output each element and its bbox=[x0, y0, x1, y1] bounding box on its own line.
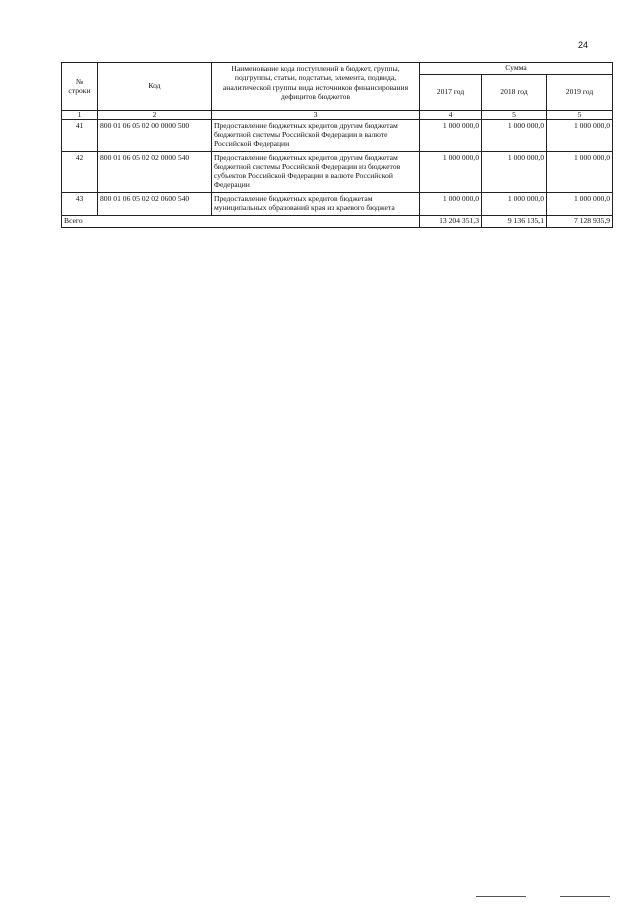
column-index: 4 bbox=[420, 111, 482, 120]
row-value-2018: 1 000 000,0 bbox=[482, 152, 547, 193]
row-code: 800 01 06 05 02 02 0000 540 bbox=[98, 152, 212, 193]
page-number: 24 bbox=[578, 40, 589, 50]
total-row bbox=[62, 215, 613, 227]
footer-rule bbox=[560, 896, 610, 897]
total-value-2017: 13 204 351,3 bbox=[420, 215, 482, 227]
row-number: 42 bbox=[62, 152, 98, 193]
header-row-number: № строки bbox=[62, 63, 98, 111]
total-label: Всего bbox=[62, 215, 420, 227]
row-name: Предоставление бюджетных кредитов другим бюджетам бюджетной системы Российской Федерации из бюджетов субъектов Российской Федерации в валюте Российской Федерации bbox=[212, 152, 420, 193]
row-value-2018: 1 000 000,0 bbox=[482, 120, 547, 152]
column-index: 2 bbox=[98, 111, 212, 120]
row-value-2019: 1 000 000,0 bbox=[547, 152, 613, 193]
row-name: Предоставление бюджетных кредитов бюджетам муниципальных образований края из краевого бюджета bbox=[212, 193, 420, 216]
footer-rule bbox=[476, 896, 526, 897]
row-value-2019: 1 000 000,0 bbox=[547, 120, 613, 152]
row-number: 43 bbox=[62, 193, 98, 216]
total-value-2019: 7 128 935,9 bbox=[547, 215, 613, 227]
header-year-2017: 2017 год bbox=[420, 75, 482, 111]
header-name: Наименование кода поступлений в бюджет, группы, подгруппы, статьи, подстатьи, элемента, подвида, аналитической группы вида источников финансирования дефицитов бюджетов bbox=[212, 63, 420, 111]
row-value-2017: 1 000 000,0 bbox=[420, 193, 482, 216]
header-sum: Сумма bbox=[420, 63, 613, 75]
row-value-2017: 1 000 000,0 bbox=[420, 120, 482, 152]
row-value-2017: 1 000 000,0 bbox=[420, 152, 482, 193]
budget-sources-table bbox=[61, 62, 613, 228]
table-row bbox=[62, 152, 613, 193]
table-row bbox=[62, 120, 613, 152]
row-code: 800 01 06 05 02 00 0000 500 bbox=[98, 120, 212, 152]
header-code: Код bbox=[98, 63, 212, 111]
total-value-2018: 9 136 135,1 bbox=[482, 215, 547, 227]
row-name: Предоставление бюджетных кредитов другим бюджетам бюджетной системы Российской Федерации в валюте Российской Федерации bbox=[212, 120, 420, 152]
header-year-2019: 2019 год bbox=[547, 75, 613, 111]
column-index: 5 bbox=[547, 111, 613, 120]
column-index: 5 bbox=[482, 111, 547, 120]
row-code: 800 01 06 05 02 02 0600 540 bbox=[98, 193, 212, 216]
row-value-2019: 1 000 000,0 bbox=[547, 193, 613, 216]
table-row bbox=[62, 193, 613, 216]
row-value-2018: 1 000 000,0 bbox=[482, 193, 547, 216]
column-index: 3 bbox=[212, 111, 420, 120]
row-number: 41 bbox=[62, 120, 98, 152]
header-year-2018: 2018 год bbox=[482, 75, 547, 111]
column-index: 1 bbox=[62, 111, 98, 120]
